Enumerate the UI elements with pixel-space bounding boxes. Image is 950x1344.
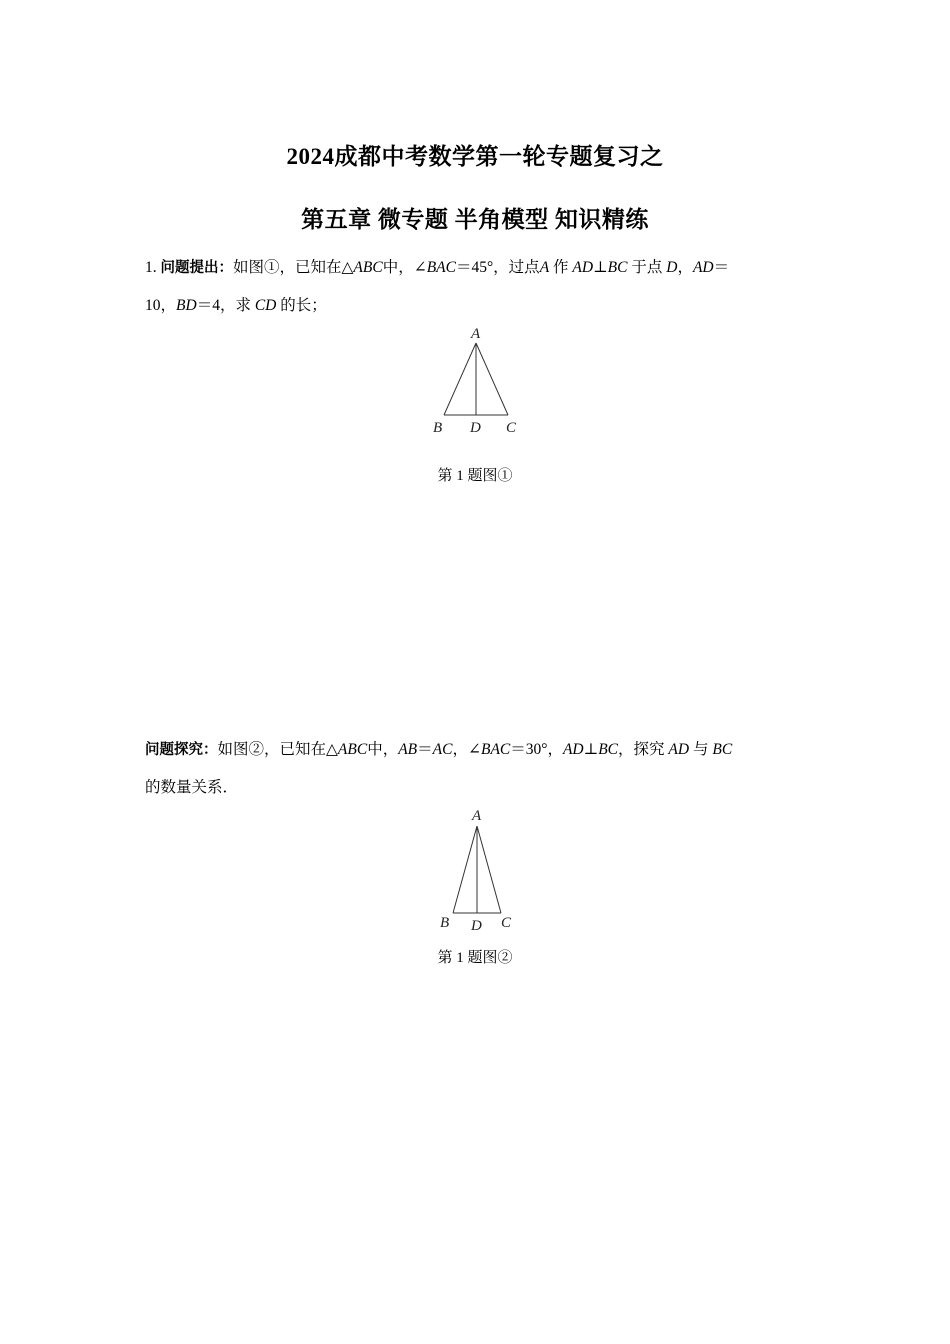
math: BC xyxy=(598,741,619,758)
label-b: B xyxy=(433,420,443,436)
text: ＝30°， xyxy=(510,741,563,758)
math: AD xyxy=(562,741,584,758)
problem2-line1 xyxy=(145,740,732,760)
math: AB xyxy=(398,741,418,758)
text: ⊥ xyxy=(593,259,608,276)
math: BC xyxy=(607,259,628,276)
problem1-number: 1. xyxy=(145,259,157,276)
text: ，探究 xyxy=(618,741,669,758)
figure1-triangle-diagram xyxy=(420,320,530,440)
math: AC xyxy=(432,741,453,758)
label-d: D xyxy=(471,918,482,934)
math: BAC xyxy=(426,259,456,276)
label-c: C xyxy=(501,915,512,931)
document-title-line2: 第五章 微专题 半角模型 知识精练 xyxy=(301,207,649,232)
math: BAC xyxy=(480,741,511,758)
math: AD xyxy=(572,259,594,276)
text: 10， xyxy=(145,297,177,314)
text: 于点 xyxy=(631,259,663,276)
text: 如图①，已知在△ xyxy=(233,259,354,276)
label-a: A xyxy=(471,326,481,342)
problem1-line2 xyxy=(145,296,327,316)
math: AD xyxy=(668,741,690,758)
label-b: B xyxy=(440,915,450,931)
text: ＝ xyxy=(417,741,433,758)
problem2-line2: 的数量关系． xyxy=(145,779,239,796)
math: BC xyxy=(712,741,733,758)
text: ⊥ xyxy=(583,741,599,758)
text: 作 xyxy=(553,259,569,276)
figure1-caption: 第 1 题图① xyxy=(437,468,513,484)
label-a: A xyxy=(472,808,482,824)
text: ＝ xyxy=(713,259,730,276)
label-d: D xyxy=(470,420,481,436)
text: 如图②，已知在△ xyxy=(217,741,338,758)
text: 中， xyxy=(367,741,399,758)
text: ＝4，求 xyxy=(196,297,251,314)
math: BD xyxy=(176,297,197,314)
math: D xyxy=(666,259,678,276)
document-title-line1: 2024成都中考数学第一轮专题复习之 xyxy=(286,144,664,169)
text: ＝45°，过点 xyxy=(455,259,540,276)
problem1-line1 xyxy=(145,258,729,278)
figure2-caption: 第 1 题图② xyxy=(437,950,513,966)
math: A xyxy=(539,259,550,276)
problem2-heading: 问题探究： xyxy=(145,742,218,758)
text: 的长； xyxy=(280,297,327,314)
figure2-triangle-diagram xyxy=(420,800,530,940)
problem1-heading: 问题提出： xyxy=(160,260,233,276)
text: 与 xyxy=(689,741,713,758)
label-c: C xyxy=(506,420,517,436)
math: CD xyxy=(254,297,277,314)
math: ABC xyxy=(337,741,368,758)
math: AD xyxy=(692,259,714,276)
text: ， xyxy=(677,259,693,276)
math: ABC xyxy=(353,259,383,276)
text: ，∠ xyxy=(452,741,481,758)
text: 中，∠ xyxy=(382,259,427,276)
